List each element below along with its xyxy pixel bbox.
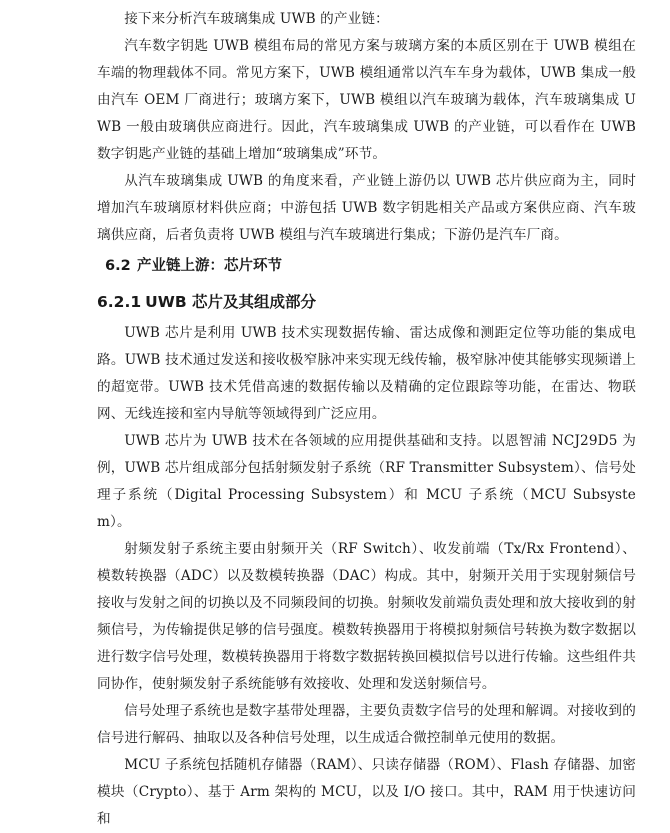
section-title: 产业链上游：芯片环节 (137, 258, 282, 274)
subsection-number: 6.2.1 (97, 293, 142, 311)
paragraph-industry-chain: 从汽车玻璃集成 UWB 的角度来看，产业链上游仍以 UWB 芯片供应商为主，同时增加汽车玻璃原材料供应商；中游包括 UWB 数字钥匙相关产品或方案供应商、汽车玻璃供应商，后者负责将 UWB 模组与汽车玻璃进行集成；下游仍是汽车厂商。 (97, 173, 636, 243)
subsection-heading (97, 284, 636, 320)
paragraph-mcu-subsystem: MCU 子系统包括随机存储器（RAM）、只读存储器（ROM）、Flash 存储器、加密模块（Crypto）、基于 Arm 架构的 MCU，以及 I/O 接口。其中，RAM 用于快速访问和 (97, 757, 636, 827)
paragraph-rf-subsystem: 射频发射子系统主要由射频开关（RF Switch）、收发前端（Tx/Rx Frontend）、模数转换器（ADC）以及数模转换器（DAC）构成。其中，射频开关用于实现射频信号接收与发射之间的切换以及不同频段间的切换。射频收发前端负责处理和放大接收到的射频信号，为传输提供足够的信号强度。模数转换器用于将模拟射频信号转换为数字数据以进行数字信号处理，数模转换器用于将数字数据转换回模拟信号以进行传输。这些组件共同协作，使射频发射子系统能够有效接收、处理和发送射频信号。 (97, 541, 636, 692)
paragraph-solution-difference: 汽车数字钥匙 UWB 模组布局的常见方案与玻璃方案的本质区别在于 UWB 模组在车端的物理载体不同。常见方案下，UWB 模组通常以汽车车身为载体，UWB 集成一般由汽车 OEM 厂商进行；玻璃方案下，UWB 模组以汽车玻璃为载体，汽车玻璃集成 UWB 一般由玻璃供应商进行。因此，汽车玻璃集成 UWB 的产业链，可以看作在 UWB 数字钥匙产业链的基础上增加“玻璃集成”环节。 (97, 38, 636, 162)
paragraph-intro: 接下来分析汽车玻璃集成 UWB 的产业链： (124, 11, 389, 27)
section-number: 6.2 (105, 258, 131, 274)
section-heading (97, 249, 636, 284)
paragraph-uwb-chip-components: UWB 芯片为 UWB 技术在各领域的应用提供基础和支持。以恩智浦 NCJ29D5 为例，UWB 芯片组成部分包括射频发射子系统（RF Transmitter Subsystem）、信号处理子系统（Digital Processing Subsystem）和 MCU 子系统（MCU Subsystem）。 (97, 433, 636, 530)
subsection-title: UWB 芯片及其组成部分 (145, 293, 317, 311)
paragraph-signal-processing: 信号处理子系统也是数字基带处理器，主要负责数字信号的处理和解调。对接收到的信号进行解码、抽取以及各种信号处理，以生成适合微控制单元使用的数据。 (97, 703, 636, 746)
paragraph-uwb-chip-definition: UWB 芯片是利用 UWB 技术实现数据传输、雷达成像和测距定位等功能的集成电路。UWB 技术通过发送和接收极窄脉冲来实现无线传输，极窄脉冲使其能够实现频谱上的超宽带。UWB 技术凭借高速的数据传输以及精确的定位跟踪等功能，在雷达、物联网、无线连接和室内导航等领域得到广泛应用。 (97, 325, 636, 422)
